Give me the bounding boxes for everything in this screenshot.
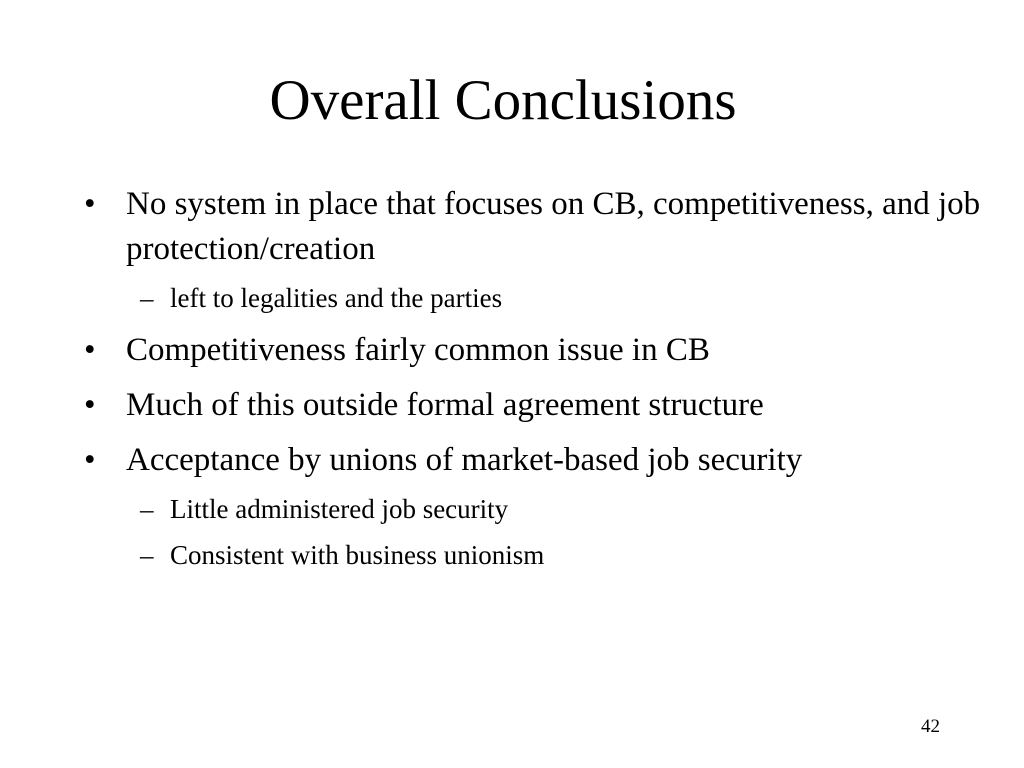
subbullet-item [84, 280, 984, 316]
bullet-item [84, 182, 984, 272]
bullet-icon: • [84, 387, 96, 423]
bullet-item [84, 438, 984, 483]
subbullet-text: Consistent with business unionism [170, 540, 545, 570]
subbullet-text: left to legalities and the parties [170, 283, 503, 313]
dash-icon: – [140, 494, 154, 524]
bullet-item [84, 328, 984, 373]
bullet-text: Acceptance by unions of market-based job security [126, 442, 803, 478]
subbullet-text: Little administered job security [170, 494, 509, 524]
bullet-text: No system in place that focuses on CB, competitiveness, and job protection/creation [126, 186, 981, 267]
subbullet-item [84, 491, 984, 527]
dash-icon: – [140, 283, 154, 313]
slide-body [84, 182, 984, 585]
page-number: 42 [921, 716, 940, 737]
bullet-text: Competitiveness fairly common issue in CB [126, 332, 710, 368]
slide-title: Overall Conclusions [269, 69, 737, 132]
bullet-icon: • [84, 332, 96, 368]
bullet-icon: • [84, 186, 96, 222]
bullet-text: Much of this outside formal agreement structure [126, 387, 764, 423]
dash-icon: – [140, 540, 154, 570]
bullet-item [84, 383, 984, 428]
bullet-icon: • [84, 442, 96, 478]
subbullet-item [84, 537, 984, 573]
